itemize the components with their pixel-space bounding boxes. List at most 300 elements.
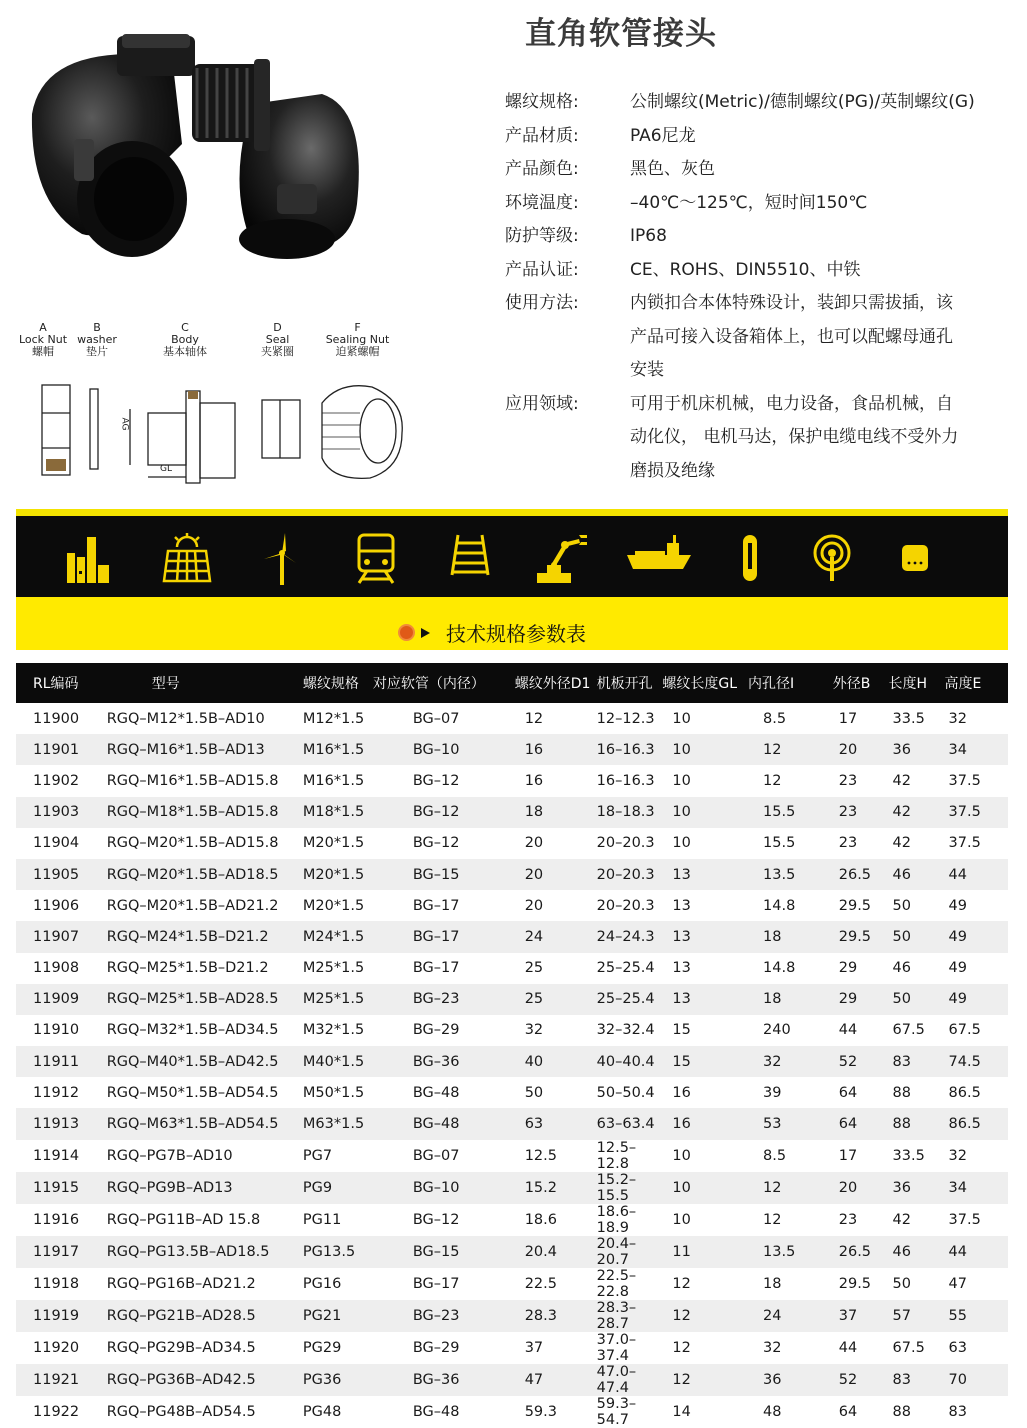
table-row bbox=[16, 734, 1008, 765]
table-cell: 59.3 bbox=[524, 1403, 557, 1420]
table-cell: 86.5 bbox=[945, 1108, 1008, 1139]
railway-track-icon bbox=[448, 533, 498, 585]
spec-row bbox=[505, 354, 1015, 388]
factory-icon bbox=[65, 533, 115, 585]
table-cell: 11920 bbox=[33, 1339, 80, 1356]
table-row bbox=[16, 984, 1008, 1015]
fuse-icon bbox=[740, 533, 790, 585]
spec-key: 产品颜色: bbox=[505, 159, 579, 179]
spec-key: 防护等级: bbox=[505, 226, 579, 246]
table-cell: M18*1.5 bbox=[303, 797, 373, 828]
table-cell: 33.5 bbox=[892, 1147, 925, 1164]
spec-key: 产品材质: bbox=[505, 125, 579, 146]
col-header: 对应软管（内径） bbox=[373, 663, 515, 703]
table-row bbox=[16, 953, 1008, 984]
spec-key: 环境温度: bbox=[505, 192, 579, 213]
table-cell: 28.3 bbox=[515, 1300, 597, 1332]
table-cell: 29.5 bbox=[838, 897, 872, 914]
table-cell: 23 bbox=[833, 797, 889, 828]
table-cell: M50*1.5 bbox=[302, 1084, 365, 1101]
table-cell: 55 bbox=[945, 1300, 1008, 1332]
table-cell: 16 bbox=[515, 734, 597, 765]
col-header: 外径B bbox=[833, 663, 889, 703]
table-cell: 32 bbox=[763, 1339, 782, 1356]
table-cell: 12–12.3 bbox=[596, 710, 655, 727]
table-cell: BG–12 bbox=[373, 797, 515, 828]
table-cell: M25*1.5 bbox=[302, 960, 365, 977]
table-cell: PG13.5 bbox=[303, 1236, 373, 1268]
table-cell: 11919 bbox=[16, 1300, 100, 1332]
table-cell: 10 bbox=[672, 772, 691, 789]
table-cell: 11906 bbox=[33, 897, 80, 914]
table-cell: 64 bbox=[833, 1108, 889, 1139]
wind-turbine-icon bbox=[262, 533, 312, 585]
table-cell: 11901 bbox=[16, 734, 100, 765]
table-cell: 18.6 bbox=[524, 1211, 557, 1228]
spec-key bbox=[505, 354, 630, 388]
table-cell: 12 bbox=[748, 734, 833, 765]
spec-value: CE、ROHS、DIN5510、中铁 bbox=[630, 259, 861, 280]
spec-key: 应用领域: bbox=[505, 393, 579, 414]
table-cell: BG–10 bbox=[373, 1172, 515, 1204]
table-heading-text: 技术规格参数表 bbox=[446, 622, 586, 646]
table-cell: 8.5 bbox=[763, 1147, 787, 1164]
table-cell: 42 bbox=[892, 772, 911, 789]
table-cell: M24*1.5 bbox=[303, 921, 373, 952]
table-cell: M20*1.5 bbox=[302, 835, 365, 852]
table-cell: 12 bbox=[662, 1364, 748, 1396]
table-cell: PG11 bbox=[302, 1211, 342, 1228]
table-cell: 50 bbox=[889, 984, 945, 1015]
table-row bbox=[16, 1204, 1008, 1236]
table-cell: 240 bbox=[763, 1022, 791, 1039]
table-cell: 11907 bbox=[16, 921, 100, 952]
table-cell: 42 bbox=[892, 835, 911, 852]
table-cell: M40*1.5 bbox=[303, 1046, 373, 1077]
table-cell: 20 bbox=[515, 859, 597, 890]
table-cell: 37 bbox=[833, 1300, 889, 1332]
table-cell: RGQ–M12*1.5B–AD10 bbox=[106, 710, 265, 727]
table-cell: 37.5 bbox=[945, 797, 1008, 828]
table-cell: 25–25.4 bbox=[596, 960, 655, 977]
table-cell: 33.5 bbox=[892, 710, 925, 727]
table-cell: BG–48 bbox=[412, 1084, 460, 1101]
spec-row bbox=[505, 153, 1015, 187]
table-cell: 26.5 bbox=[833, 859, 889, 890]
table-cell: RGQ–PG7B–AD10 bbox=[106, 1147, 233, 1164]
signal-tower-icon bbox=[810, 533, 860, 585]
table-cell: 46 bbox=[889, 859, 945, 890]
table-cell: BG–29 bbox=[412, 1022, 460, 1039]
part-label-b: B washer 垫片 bbox=[77, 321, 117, 358]
table-cell: 29.5 bbox=[838, 1275, 872, 1292]
spec-row bbox=[505, 421, 1015, 455]
table-cell: BG–17 bbox=[412, 1275, 460, 1292]
table-cell: M16*1.5 bbox=[302, 772, 365, 789]
spec-value: PA6尼龙 bbox=[630, 125, 696, 146]
band-accent bbox=[16, 509, 1008, 516]
table-cell: 11911 bbox=[16, 1046, 100, 1077]
table-cell: 63 bbox=[948, 1339, 967, 1356]
table-cell: RGQ–M20*1.5B–AD15.8 bbox=[106, 835, 279, 852]
table-cell: 52 bbox=[833, 1364, 889, 1396]
table-cell: 22.5–22.8 bbox=[596, 1267, 637, 1300]
dim-ag-label: AG bbox=[119, 417, 130, 431]
table-cell: 47 bbox=[515, 1364, 597, 1396]
table-cell: 18 bbox=[748, 921, 833, 952]
table-cell: 50 bbox=[892, 897, 911, 914]
table-cell: 11913 bbox=[16, 1108, 100, 1139]
table-cell: 88 bbox=[889, 1108, 945, 1139]
table-cell: RGQ–M16*1.5B–AD15.8 bbox=[106, 772, 279, 789]
table-cell: RGQ–PG36B–AD42.5 bbox=[100, 1364, 303, 1396]
table-cell: RGQ–PG11B–AD 15.8 bbox=[106, 1211, 261, 1228]
table-cell: 67.5 bbox=[892, 1339, 925, 1356]
col-header: 型号 bbox=[100, 663, 303, 703]
table-cell: 10 bbox=[672, 835, 691, 852]
table-cell: 83 bbox=[948, 1403, 967, 1420]
table-cell: 11904 bbox=[33, 835, 80, 852]
table-cell: 67.5 bbox=[948, 1022, 981, 1039]
table-cell: 88 bbox=[892, 1403, 911, 1420]
part-label-d: D Seal 夹紧圈 bbox=[261, 321, 294, 358]
table-cell: 10 bbox=[672, 1211, 691, 1228]
table-row bbox=[16, 1268, 1008, 1300]
table-cell: BG–29 bbox=[412, 1339, 460, 1356]
table-cell: 29.5 bbox=[833, 921, 889, 952]
spec-key: 螺纹规格: bbox=[505, 92, 579, 112]
table-cell: 15.2–15.5 bbox=[597, 1172, 663, 1204]
table-cell: 18 bbox=[748, 984, 833, 1015]
table-cell: 11922 bbox=[33, 1403, 80, 1420]
table-cell: RGQ–M18*1.5B–AD15.8 bbox=[100, 797, 303, 828]
table-row bbox=[16, 921, 1008, 952]
table-cell: 15 bbox=[662, 1046, 748, 1077]
spec-value: 动化仪， 电机马达，保护电缆电线不受外力 bbox=[630, 427, 959, 447]
spec-table bbox=[16, 663, 1008, 1428]
table-cell: RGQ–PG13.5B–AD18.5 bbox=[100, 1236, 303, 1268]
table-cell: 11916 bbox=[33, 1211, 80, 1228]
ship-icon bbox=[627, 533, 697, 585]
table-cell: 18.6–18.9 bbox=[596, 1203, 637, 1236]
col-header: 长度H bbox=[889, 663, 945, 703]
table-cell: RGQ–PG16B–AD21.2 bbox=[106, 1275, 256, 1292]
table-cell: 46 bbox=[889, 1236, 945, 1268]
dim-gl-label: GL bbox=[160, 464, 172, 474]
table-cell: RGQ–M40*1.5B–AD42.5 bbox=[100, 1046, 303, 1077]
table-cell: BG–36 bbox=[373, 1364, 515, 1396]
table-cell: BG–10 bbox=[373, 734, 515, 765]
table-cell: 15.5 bbox=[763, 835, 796, 852]
spec-row bbox=[505, 321, 1015, 355]
table-cell: 11912 bbox=[33, 1084, 80, 1101]
table-cell: BG–23 bbox=[373, 984, 515, 1015]
table-cell: 20–20.3 bbox=[596, 897, 655, 914]
table-cell: 50–50.4 bbox=[596, 1084, 655, 1101]
table-cell: 48 bbox=[763, 1403, 782, 1420]
table-cell: M20*1.5 bbox=[302, 897, 365, 914]
table-cell: 34 bbox=[945, 734, 1008, 765]
table-cell: 11902 bbox=[33, 772, 80, 789]
table-cell: 44 bbox=[838, 1339, 858, 1356]
part-label-a: A Lock Nut 螺帽 bbox=[18, 321, 68, 358]
bullet-dot-icon bbox=[398, 624, 415, 641]
table-row bbox=[16, 1077, 1008, 1108]
spec-row bbox=[505, 86, 1015, 120]
col-header: 高度E bbox=[945, 663, 1008, 703]
table-cell: PG7 bbox=[302, 1147, 333, 1164]
table-cell: M20*1.5 bbox=[303, 859, 373, 890]
table-cell: 49 bbox=[948, 897, 967, 914]
table-cell: 37 bbox=[524, 1339, 544, 1356]
table-row bbox=[16, 1300, 1008, 1332]
table-cell: PG36 bbox=[303, 1364, 373, 1396]
table-row bbox=[16, 1140, 1008, 1172]
spec-row bbox=[505, 455, 1015, 489]
product-photo bbox=[22, 34, 372, 284]
table-cell: 25 bbox=[524, 960, 544, 977]
table-cell: PG16 bbox=[302, 1275, 342, 1292]
table-cell: 88 bbox=[892, 1084, 911, 1101]
table-cell: 16 bbox=[672, 1084, 691, 1101]
table-cell: 50 bbox=[889, 921, 945, 952]
table-cell: 32 bbox=[948, 1147, 967, 1164]
table-cell: RGQ–M20*1.5B–AD18.5 bbox=[100, 859, 303, 890]
table-cell: 17 bbox=[838, 1147, 858, 1164]
table-cell: 12 bbox=[672, 1339, 691, 1356]
table-cell: 40–40.4 bbox=[597, 1046, 663, 1077]
table-cell: 15.2 bbox=[515, 1172, 597, 1204]
spec-row bbox=[505, 287, 1015, 321]
table-row bbox=[16, 1364, 1008, 1396]
col-header: 螺纹长度GL bbox=[662, 663, 748, 703]
table-cell: 12 bbox=[763, 772, 782, 789]
table-cell: RGQ–M25*1.5B–AD28.5 bbox=[100, 984, 303, 1015]
table-cell: 11908 bbox=[33, 960, 80, 977]
table-cell: 29 bbox=[838, 960, 858, 977]
table-cell: 25–25.4 bbox=[597, 984, 663, 1015]
table-cell: 14.8 bbox=[763, 897, 796, 914]
table-row bbox=[16, 1108, 1008, 1139]
table-cell: 12.5–12.8 bbox=[596, 1139, 637, 1172]
table-cell: 26.5 bbox=[833, 1236, 889, 1268]
table-cell: 10 bbox=[662, 1172, 748, 1204]
table-cell: 13 bbox=[662, 859, 748, 890]
table-cell: 34 bbox=[945, 1172, 1008, 1204]
table-cell: 59.3–54.7 bbox=[596, 1395, 637, 1428]
table-cell: 50 bbox=[892, 1275, 911, 1292]
table-cell: 37.5 bbox=[948, 772, 981, 789]
table-cell: 10 bbox=[672, 1147, 691, 1164]
table-cell: M63*1.5 bbox=[303, 1108, 373, 1139]
table-cell: M16*1.5 bbox=[303, 734, 373, 765]
table-row bbox=[16, 1236, 1008, 1268]
spec-key: 产品认证: bbox=[505, 259, 579, 280]
table-cell: 42 bbox=[892, 1211, 911, 1228]
spec-key bbox=[505, 421, 630, 455]
table-cell: 64 bbox=[838, 1403, 858, 1420]
table-cell: 11905 bbox=[16, 859, 100, 890]
table-cell: BG–17 bbox=[373, 921, 515, 952]
table-cell: 16–16.3 bbox=[596, 772, 655, 789]
col-header: 螺纹外径D1 bbox=[515, 663, 597, 703]
table-cell: 83 bbox=[889, 1046, 945, 1077]
table-cell: 13 bbox=[662, 984, 748, 1015]
arrow-right-icon bbox=[421, 628, 430, 638]
table-cell: 13 bbox=[672, 897, 691, 914]
spec-value: 公制螺纹(Metric)/德制螺纹(PG)/英制螺纹(G) bbox=[630, 92, 975, 112]
table-cell: 23 bbox=[838, 835, 858, 852]
part-label-c: C Body 基本轴体 bbox=[163, 321, 207, 358]
table-cell: BG–36 bbox=[373, 1046, 515, 1077]
table-cell: 15 bbox=[672, 1022, 691, 1039]
table-cell: 13.5 bbox=[748, 1236, 833, 1268]
table-cell: 39 bbox=[763, 1084, 782, 1101]
table-cell: 20 bbox=[833, 1172, 889, 1204]
application-icons bbox=[50, 533, 950, 589]
table-cell: 63 bbox=[515, 1108, 597, 1139]
table-cell: 12 bbox=[748, 1172, 833, 1204]
table-cell: 20–20.3 bbox=[597, 859, 663, 890]
table-cell: PG9 bbox=[303, 1172, 373, 1204]
table-cell: PG48 bbox=[302, 1403, 342, 1420]
table-cell: 37.5 bbox=[948, 1211, 981, 1228]
table-row bbox=[16, 1015, 1008, 1046]
table-cell: 13 bbox=[672, 960, 691, 977]
table-cell: 11 bbox=[662, 1236, 748, 1268]
spec-value: 黑色、灰色 bbox=[630, 159, 715, 179]
table-cell: 24 bbox=[515, 921, 597, 952]
table-cell: 11909 bbox=[16, 984, 100, 1015]
table-cell: 11917 bbox=[16, 1236, 100, 1268]
table-cell: 20 bbox=[833, 734, 889, 765]
table-cell: 11900 bbox=[33, 710, 80, 727]
table-cell: 28.3–28.7 bbox=[597, 1300, 663, 1332]
table-cell: 40 bbox=[515, 1046, 597, 1077]
table-cell: 13 bbox=[662, 921, 748, 952]
table-cell: 18 bbox=[515, 797, 597, 828]
spec-row bbox=[505, 187, 1015, 221]
train-icon bbox=[353, 533, 403, 585]
table-cell: RGQ–PG29B–AD34.5 bbox=[106, 1339, 256, 1356]
table-cell: 32–32.4 bbox=[596, 1022, 655, 1039]
table-cell: 37.0–37.4 bbox=[596, 1331, 637, 1364]
table-cell: BG–12 bbox=[412, 835, 460, 852]
table-cell: 44 bbox=[945, 859, 1008, 890]
table-cell: RGQ–PG9B–AD13 bbox=[100, 1172, 303, 1204]
table-cell: 18–18.3 bbox=[597, 797, 663, 828]
table-cell: 11918 bbox=[33, 1275, 80, 1292]
table-cell: 25 bbox=[515, 984, 597, 1015]
col-header: RL编码 bbox=[16, 663, 100, 703]
table-cell: 42 bbox=[889, 797, 945, 828]
table-cell: 10 bbox=[662, 734, 748, 765]
table-cell: 86.5 bbox=[948, 1084, 981, 1101]
table-cell: BG–23 bbox=[373, 1300, 515, 1332]
table-cell: 57 bbox=[889, 1300, 945, 1332]
table-cell: 44 bbox=[945, 1236, 1008, 1268]
table-cell: 36 bbox=[748, 1364, 833, 1396]
table-cell: 16 bbox=[662, 1108, 748, 1139]
table-cell: 14 bbox=[672, 1403, 691, 1420]
table-cell: 67.5 bbox=[892, 1022, 925, 1039]
table-cell: 15.5 bbox=[748, 797, 833, 828]
table-cell: BG–17 bbox=[412, 960, 460, 977]
table-cell: 23 bbox=[838, 1211, 858, 1228]
table-cell: RGQ–M25*1.5B–D21.2 bbox=[106, 960, 269, 977]
table-cell: 23 bbox=[838, 772, 858, 789]
table-row bbox=[16, 703, 1008, 734]
table-cell: 44 bbox=[838, 1022, 858, 1039]
table-row bbox=[16, 890, 1008, 921]
table-cell: 49 bbox=[948, 960, 967, 977]
table-cell: RGQ–M32*1.5B–AD34.5 bbox=[106, 1022, 279, 1039]
part-label-f: F Sealing Nut 迫紧螺帽 bbox=[325, 321, 390, 358]
spec-key bbox=[505, 455, 630, 489]
table-cell: M25*1.5 bbox=[303, 984, 373, 1015]
table-cell: 11903 bbox=[16, 797, 100, 828]
table-cell: 12 bbox=[662, 1300, 748, 1332]
more-icon bbox=[900, 533, 950, 585]
table-cell: RGQ–M24*1.5B–D21.2 bbox=[100, 921, 303, 952]
table-cell: 47 bbox=[948, 1275, 967, 1292]
table-row bbox=[16, 828, 1008, 859]
table-cell: PG21 bbox=[303, 1300, 373, 1332]
table-cell: PG29 bbox=[302, 1339, 342, 1356]
table-cell: 12 bbox=[524, 710, 544, 727]
table-cell: 20.4–20.7 bbox=[597, 1236, 663, 1268]
table-row bbox=[16, 1332, 1008, 1364]
table-cell: RGQ–M16*1.5B–AD13 bbox=[100, 734, 303, 765]
table-cell: RGQ–PG48B–AD54.5 bbox=[106, 1403, 256, 1420]
table-cell: BG–17 bbox=[412, 897, 460, 914]
table-cell: 70 bbox=[945, 1364, 1008, 1396]
table-cell: 20–20.3 bbox=[596, 835, 655, 852]
table-cell: 32 bbox=[748, 1046, 833, 1077]
table-cell: 11915 bbox=[16, 1172, 100, 1204]
table-cell: 14.8 bbox=[763, 960, 796, 977]
table-cell: 36 bbox=[889, 1172, 945, 1204]
table-cell: 8.5 bbox=[763, 710, 787, 727]
table-cell: 20 bbox=[524, 897, 544, 914]
table-heading bbox=[398, 618, 586, 647]
table-cell: 18 bbox=[763, 1275, 782, 1292]
table-cell: BG–48 bbox=[412, 1403, 460, 1420]
table-row bbox=[16, 859, 1008, 890]
table-cell: BG–07 bbox=[412, 710, 460, 727]
table-cell: 17 bbox=[838, 710, 858, 727]
spec-value: 可用于机床机械，电力设备，食品机械，自 bbox=[630, 393, 953, 414]
parts-diagram bbox=[10, 318, 405, 498]
table-cell: 32 bbox=[948, 710, 967, 727]
table-cell: M32*1.5 bbox=[302, 1022, 365, 1039]
spec-value: –40℃～125℃，短时间150℃ bbox=[630, 192, 868, 213]
table-cell: 12 bbox=[672, 1275, 691, 1292]
table-row bbox=[16, 1172, 1008, 1204]
table-cell: 47.0–47.4 bbox=[597, 1364, 663, 1396]
table-cell: 24–24.3 bbox=[597, 921, 663, 952]
spec-row bbox=[505, 220, 1015, 254]
table-cell: RGQ–PG21B–AD28.5 bbox=[100, 1300, 303, 1332]
spec-value: 产品可接入设备箱体上，也可以配螺母通孔 bbox=[630, 326, 953, 347]
table-cell: 49 bbox=[945, 921, 1008, 952]
table-row bbox=[16, 1046, 1008, 1077]
spec-row bbox=[505, 120, 1015, 154]
table-cell: 10 bbox=[672, 710, 691, 727]
table-cell: 24 bbox=[748, 1300, 833, 1332]
table-cell: 11910 bbox=[33, 1022, 80, 1039]
table-cell: 46 bbox=[892, 960, 911, 977]
